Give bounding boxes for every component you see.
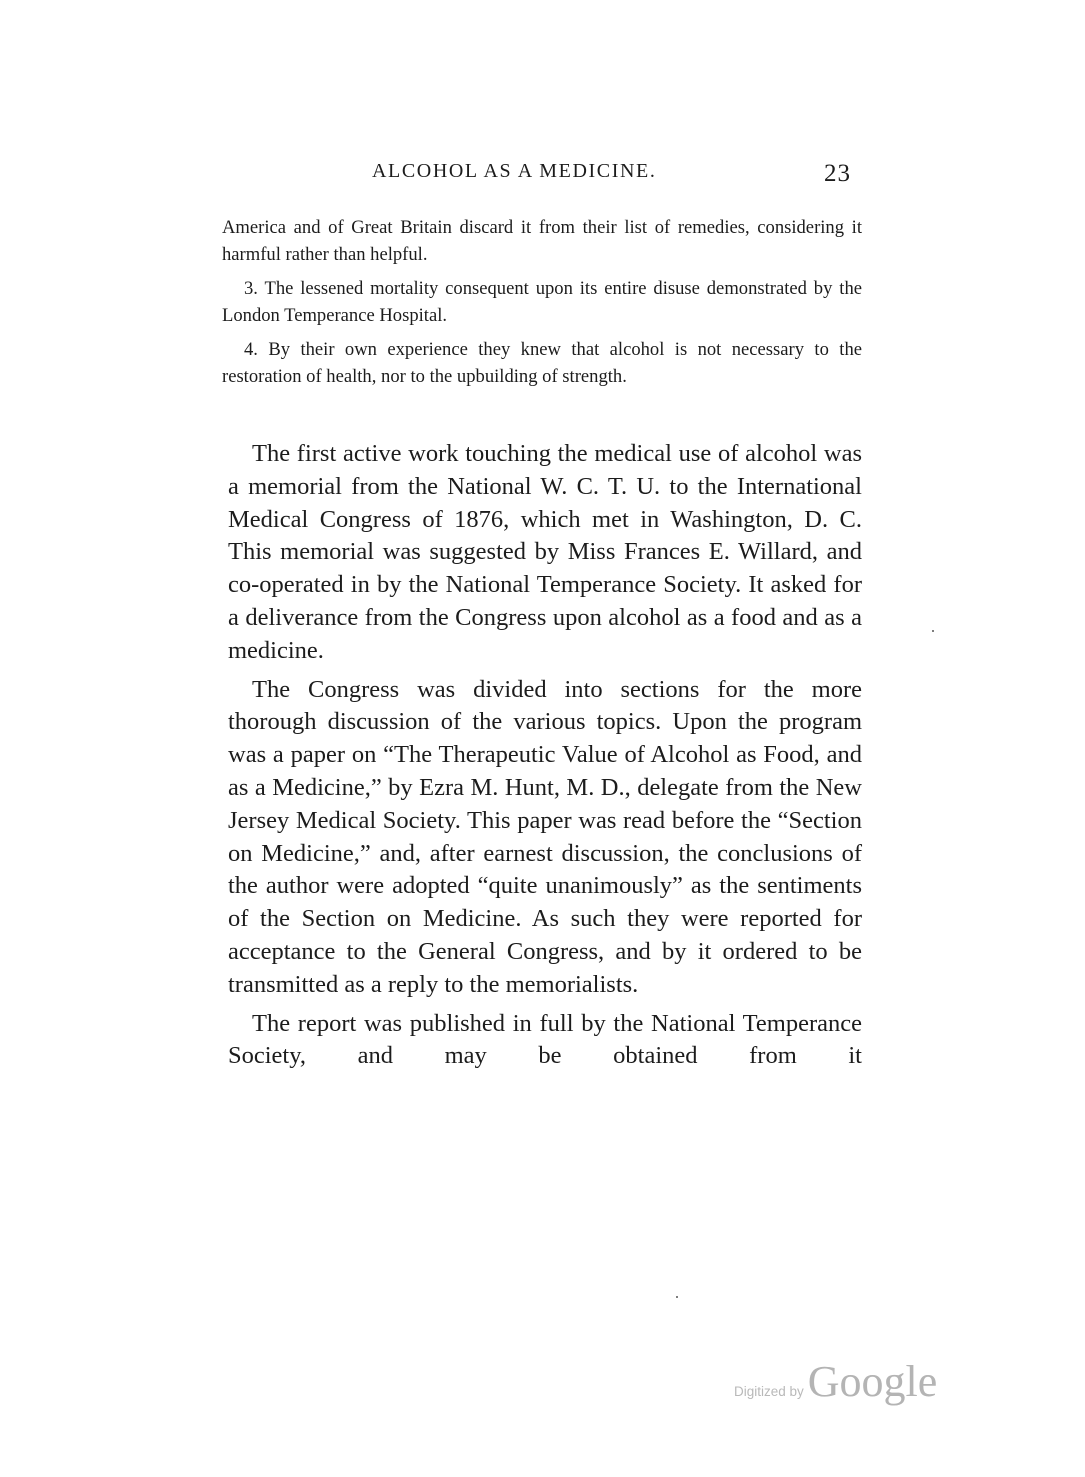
google-logo: Google <box>807 1357 938 1406</box>
paragraph-2: The Congress was divided into sections for the more thorough discussion of the various topics. Upon the program was a paper on “The Therapeutic Value of Alcohol as Food, and as a Medicine,” by Ezra M. Hunt, M. D., delegate from the New Jersey Medical Society. This paper was read before the “Section on Medicine,” and, after earnest discussion, the conclusions of the author were adopted “quite unanimously” as the sentiments of the Section on Medicine. As such they were reported for acceptance to the General Congress, and by it ordered to be transmitted as a reply to the memorialists. <box>228 675 862 998</box>
stray-dot-mark <box>676 1296 678 1298</box>
list-item-3: 3. The lessened mortality consequent upon its entire disuse demonstrated by the London Temperance Hospital. <box>222 278 862 326</box>
list-item-4: 4. By their own experience they knew that alcohol is not necessary to the restoration of health, nor to the upbuilding of strength. <box>222 339 862 387</box>
watermark-prefix: Digitized by <box>734 1384 804 1399</box>
digitized-by-google-watermark <box>734 1356 937 1407</box>
list-continuation: America and of Great Britain discard it from their list of remedies, considering it harmful rather than helpful. <box>222 217 862 265</box>
page-number: 23 <box>824 160 851 187</box>
running-title: ALCOHOL AS A MEDICINE. <box>372 160 657 182</box>
numbered-list <box>222 214 862 397</box>
body-text <box>228 438 862 1079</box>
paragraph-3: The report was published in full by the National Temperance Society, and may be obtained from it <box>228 1009 862 1070</box>
paragraph-1: The first active work touching the medical use of alcohol was a memorial from the National W. C. T. U. to the International Medical Congress of 1876, which met in Washington, D. C. This memorial was suggested by Miss Frances E. Willard, and co-operated in by the National Temperance Society. It asked for a deliverance from the Congress upon alcohol as a food and as a medicine. <box>228 440 862 664</box>
stray-dot-mark <box>932 630 934 632</box>
